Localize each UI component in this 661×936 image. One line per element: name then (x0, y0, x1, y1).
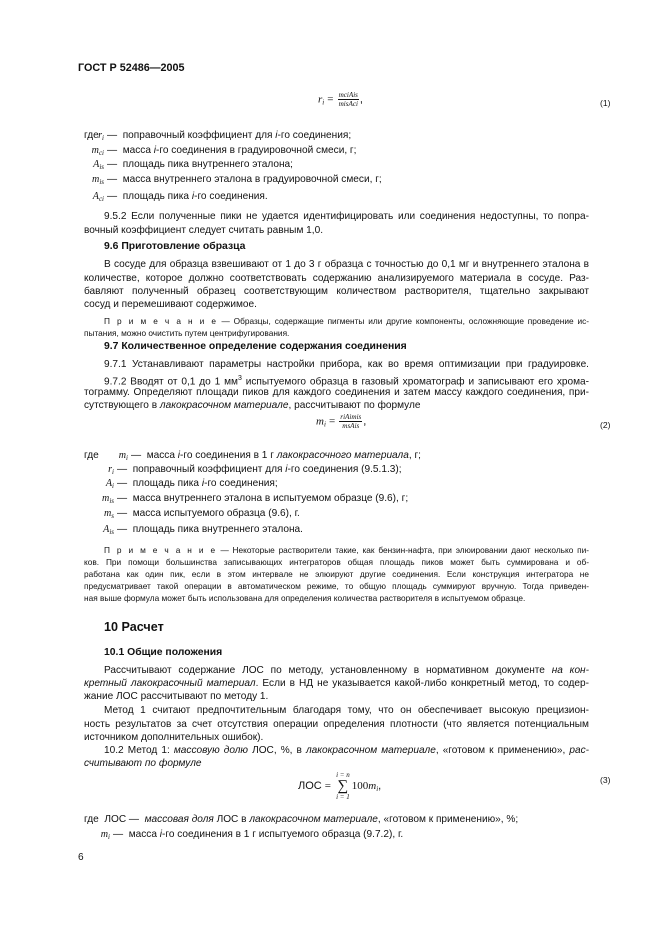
note-9-7-line: ков. При помощи большинства записывающих интеграторов общая площадь пиков может быть суммирована и об- (84, 557, 589, 567)
section-9-7-title: 9.7 Количественное определение содержания соединения (104, 341, 407, 352)
formula-1: $r_i$ = $\frac{\text{mciAis}}{\text{misAci}}$ , (318, 91, 363, 108)
legend-2-item: $m_i$ — масса i-го соединения в 1 г лакокрасочного материала, г; (118, 450, 421, 462)
legend-1-item: $A_{is}$ — площадь пика внутреннего эталона; (93, 159, 293, 171)
formula-2: $m_i$ = $\frac{\text{riAimis}}{\text{msAis}}$ , (316, 413, 367, 430)
legend-2-item: $r_i$ — поправочный коэффициент для i-го соединения (9.5.1.3); (108, 464, 402, 476)
section-9-6-line: бавляют полученный образец соответствующим количеством растворителя, тщательно закрывают (84, 286, 589, 297)
legend-1-item: $m_{is}$ — масса внутреннего эталона в градуировочной смеси, г; (92, 174, 382, 186)
legend-1-item: $r_i$ — поправочный коэффициент для i-го соединения; (98, 130, 352, 142)
section-10-1-line: Метод 1 считают предпочтительным благодаря тому, что он обеспечивает высокую прецизион- (104, 705, 589, 716)
section-10-1-line: Рассчитывают содержание ЛОС по методу, установленному в нормативном документе на кон- (104, 665, 589, 676)
paragraph-9-7-2: 9.7.2 Вводят от 0,1 до 1 $мм^3$ испытуемого образца в газовый хроматограф и записывают его хрома- (104, 375, 590, 388)
legend-2-item: $m_s$ — масса испытуемого образца (9.6), г. (103, 508, 300, 520)
legend-1-item: $A_{ci}$ — площадь пика i-го соединения. (92, 191, 268, 203)
note-9-7-line: работана как один пик, если в этом интервале не элюируют другие соединения. Если конструкция интегратора не (84, 569, 589, 579)
legend-1-item: $m_{ci}$ — масса i-го соединения в градуировочной смеси, г; (91, 145, 357, 157)
section-10-1-line: жание ЛОС рассчитывают по методу 1. (84, 691, 269, 702)
paragraph-9-7-2-line: сутствующего в лакокрасочном материале, рассчитывают по формуле (84, 400, 421, 411)
document-header: ГОСТ Р 52486—2005 (78, 62, 185, 74)
paragraph-9-5-2-line: вочный коэффициент следует считать равным 1,0. (84, 225, 324, 236)
note-9-6-line: пытания, можно очистить путем центрифугирования. (84, 328, 290, 338)
paragraph-10-2-line: считывают по формуле (84, 758, 202, 769)
legend-3-item: $m_i$ — масса i-го соединения в 1 г испытуемого образца (9.7.2), г. (100, 829, 404, 841)
formula-3-number: (3) (600, 775, 611, 785)
paragraph-9-5-2-line: 9.5.2 Если полученные пики не удается идентифицировать или соединения недоступны, то попра- (104, 211, 589, 222)
section-9-6-line: сосуд и перемешивают содержимое. (84, 299, 257, 310)
legend-2-item: $A_{is}$ — площадь пика внутреннего эталона. (103, 524, 303, 536)
legend-1-where: где (84, 130, 99, 141)
note-9-6: П р и м е ч а н и е — Образцы, содержащие пигменты или другие компоненты, осложняющие проведение ис- (104, 316, 589, 326)
legend-3-item: где ЛОС — массовая доля ЛОС в лакокрасочном материале, «готовом к применению», %; (84, 814, 519, 825)
formula-3: ЛОС = i = n ∑ i = 1 $100m_i$, (298, 771, 382, 801)
section-9-6-title: 9.6 Приготовление образца (104, 241, 246, 252)
paragraph-10-2: 10.2 Метод 1: массовую долю ЛОС, %, в лакокрасочном материале, «готовом к применению», рас- (104, 745, 589, 756)
section-10-1-title: 10.1 Общие положения (104, 647, 223, 658)
legend-2-item: $A_i$ — площадь пика i-го соединения; (105, 478, 278, 490)
section-10-1-line: источником дополнительных ошибок). (84, 732, 264, 743)
section-9-6-line: В сосуде для образца взвешивают от 1 до 3 г образца с точностью до 0,1 мг и внутреннего эталона в (104, 259, 589, 270)
paragraph-9-7-1: 9.7.1 Устанавливают параметры настройки прибора, как во время оптимизации при градуировке. (104, 359, 589, 370)
paragraph-9-7-2-line: тограмму. Определяют площади пиков для каждого соединения и затем массу каждого соединения, при- (84, 387, 589, 398)
note-9-7-line: ная выше формула может быть использована для определения количества растворителя в испытуемом образце. (84, 593, 526, 603)
section-10-1-line: кретный лакокрасочный материал. Если в НД не указывается какой-либо конкретный метод, то содер- (84, 678, 589, 689)
legend-2-item: $m_{is}$ — масса внутреннего эталона в испытуемом образце (9.6), г; (102, 493, 409, 505)
section-10-title: 10 Расчет (104, 620, 164, 634)
note-9-7-line: предусматривает такой операции в автоматическом режиме, то общую площадь суммируют вручную. Тогда приведен- (84, 581, 589, 591)
formula-1-number: (1) (600, 98, 611, 108)
page-number: 6 (78, 852, 84, 863)
legend-2-where: где (84, 450, 99, 461)
formula-2-number: (2) (600, 420, 611, 430)
note-9-7: П р и м е ч а н и е — Некоторые растворители такие, как бензин-нафта, при элюировании дают несколько пи- (104, 545, 589, 555)
section-10-1-line: ность результатов за счет отсутствия операции определения плотности (что является потенциальным (84, 719, 589, 730)
section-9-6-line: количестве, которое должно соответствовать содержанию анализируемого материала в сосуде. Раз- (84, 273, 589, 284)
